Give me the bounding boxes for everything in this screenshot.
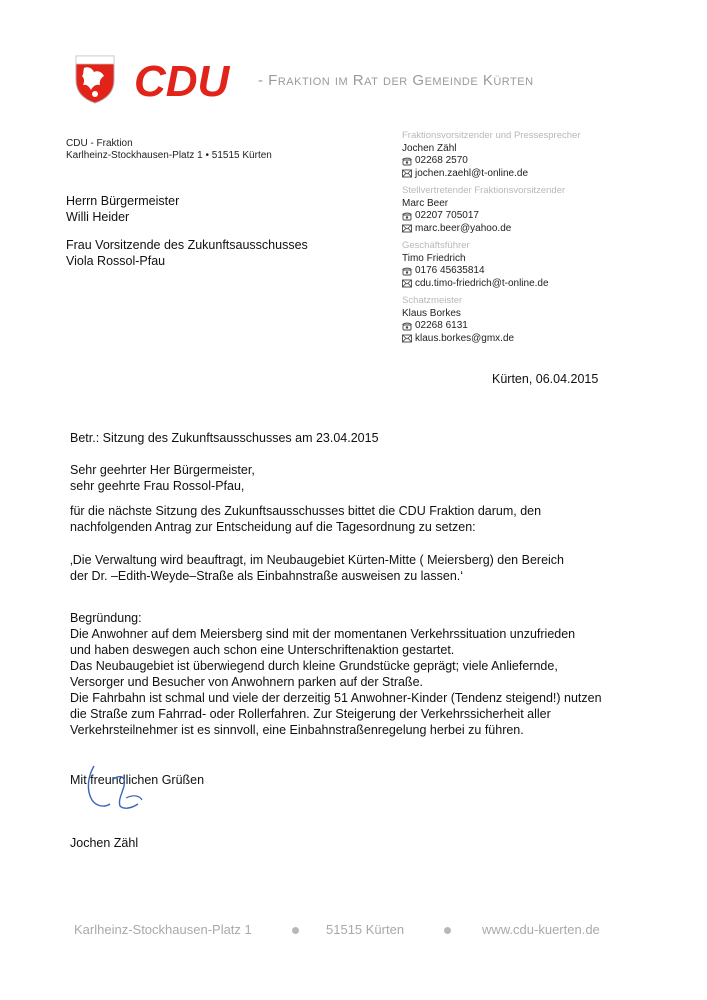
reason-line: Verkehrsteilnehmer ist es sinnvoll, eine Einbahnstraßenregelung herbei zu führen. <box>70 723 524 737</box>
recipient-1 <box>66 193 179 225</box>
letter-subject: Betr.: Sitzung des Zukunftsausschusses am 23.04.2015 <box>70 431 379 445</box>
handwritten-signature <box>82 760 172 820</box>
footer-website: www.cdu-kuerten.de <box>482 922 600 937</box>
contact-name: Marc Beer <box>402 197 449 209</box>
contact-role: Schatzmeister <box>402 295 463 306</box>
reason-line: die Straße zum Fahrrad- oder Rollerfahren. Zur Steigerung der Verkehrssicherheit aller <box>70 707 551 721</box>
reason-line: Die Anwohner auf dem Meiersberg sind mit der momentanen Verkehrssituation unzufrieden <box>70 627 576 641</box>
contact-block <box>402 130 642 180</box>
coat-of-arms-logo <box>74 54 116 104</box>
salutation-line-1: Sehr geehrter Her Bürgermeister, <box>70 463 255 477</box>
phone-icon <box>402 322 412 331</box>
header-tagline: - Fraktion im Rat der Gemeinde Kürten <box>258 72 534 89</box>
reason-line: Die Fahrbahn ist schmal und viele der derzeitig 51 Anwohner-Kinder (Tendenz steigend!) nutzen <box>70 691 602 705</box>
footer-city: 51515 Kürten <box>326 922 405 937</box>
contact-role: Stellvertretender Fraktionsvorsitzender <box>402 185 566 196</box>
envelope-icon <box>402 279 412 288</box>
envelope-icon <box>402 224 412 233</box>
contact-email: klaus.borkes@gmx.de <box>415 332 515 344</box>
letter-date: Kürten, 06.04.2015 <box>492 372 599 386</box>
recipient-2-title: Frau Vorsitzende des Zukunftsausschusses <box>66 238 308 252</box>
phone-icon <box>402 157 412 166</box>
phone-icon <box>402 267 412 276</box>
envelope-icon <box>402 169 412 178</box>
recipient-1-name: Willi Heider <box>66 210 130 224</box>
intro-line-2: nachfolgenden Antrag zur Entscheidung auf die Tagesordnung zu setzen: <box>70 520 476 534</box>
reason-line: Versorger und Besucher von Anwohnern parken auf der Straße. <box>70 675 423 689</box>
contact-block <box>402 185 642 235</box>
footer-address: Karlheinz-Stockhausen-Platz 1 <box>74 922 252 937</box>
reason-line: Das Neubaugebiet ist überwiegend durch kleine Grundstücke geprägt; viele Anliefernde, <box>70 659 558 673</box>
phone-icon <box>402 212 412 221</box>
contact-name: Timo Friedrich <box>402 252 466 264</box>
footer-separator-dot <box>444 927 451 934</box>
contact-email: cdu.timo-friedrich@t-online.de <box>415 277 549 289</box>
reason-paragraph <box>70 626 630 738</box>
contact-block <box>402 240 642 290</box>
closing-text: Mit freundlichen Grüßen <box>70 773 205 787</box>
reason-line: und haben deswegen auch schon eine Unterschriftenaktion gestartet. <box>70 643 455 657</box>
sender-address: Karlheinz-Stockhausen-Platz 1 • 51515 Kürten <box>66 150 272 161</box>
envelope-icon <box>402 334 412 343</box>
contact-email: marc.beer@yahoo.de <box>415 222 512 234</box>
recipient-1-title: Herrn Bürgermeister <box>66 194 180 208</box>
contact-role: Fraktionsvorsitzender und Pressesprecher <box>402 130 581 141</box>
motion-line-2: der Dr. –Edith-Weyde–Straße als Einbahnstraße ausweisen zu lassen.‘ <box>70 569 464 583</box>
contact-email: jochen.zaehl@t-online.de <box>415 167 529 179</box>
contact-block <box>402 295 642 345</box>
contact-phone: 0176 45635814 <box>415 265 485 276</box>
salutation-line-2: sehr geehrte Frau Rossol-Pfau, <box>70 479 245 493</box>
cdu-logo-text: CDU <box>134 57 230 106</box>
contact-role: Geschäftsführer <box>402 240 470 251</box>
signer-name: Jochen Zähl <box>70 836 139 850</box>
sender-name: CDU - Fraktion <box>66 138 133 149</box>
recipient-2-name: Viola Rossol-Pfau <box>66 254 166 268</box>
motion-line-1: ‚Die Verwaltung wird beauftragt, im Neubaugebiet Kürten-Mitte ( Meiersberg) den Bereich <box>70 553 564 567</box>
footer-separator-dot <box>292 927 299 934</box>
contact-phone: 02268 6131 <box>415 320 468 331</box>
recipient-2 <box>66 237 308 269</box>
reason-heading: Begründung: <box>70 611 142 625</box>
contact-name: Jochen Zähl <box>402 142 457 154</box>
contacts-column <box>402 130 642 350</box>
intro-line-1: für die nächste Sitzung des Zukunftsausschusses bittet die CDU Fraktion darum, den <box>70 504 542 518</box>
contact-phone: 02207 705017 <box>415 210 479 221</box>
contact-phone: 02268 2570 <box>415 155 468 166</box>
contact-name: Klaus Borkes <box>402 307 461 319</box>
